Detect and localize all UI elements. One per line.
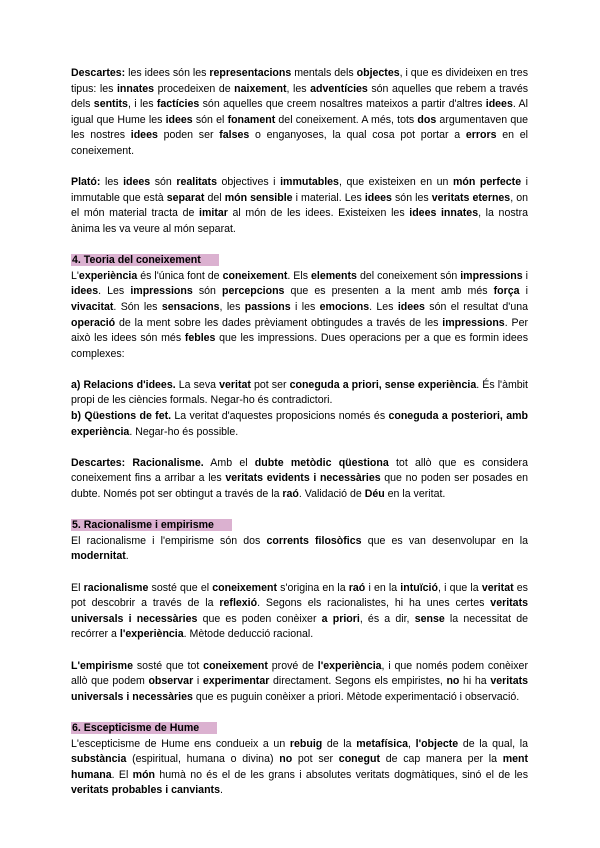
- bold-term: impressions: [460, 269, 523, 282]
- bold-term: veritats universals i necessàries: [71, 675, 529, 703]
- bold-term: món perfecte: [452, 176, 522, 189]
- bold-term: raó: [348, 581, 366, 594]
- paragraph-questions-fet: b) Qüestions de fet. La veritat d'aquestes proposicions només és coneguda a posteriori, amb experiència. Negar-ho és possible.: [71, 410, 528, 438]
- bold-term: l'experiència: [119, 628, 184, 641]
- bold-term: Déu: [364, 488, 385, 501]
- bold-term: idees: [130, 129, 158, 142]
- section-heading-5: [71, 518, 528, 534]
- bold-term: veritat: [219, 378, 251, 391]
- bold-term: rebuig: [289, 737, 323, 750]
- bold-term: adventícies: [310, 82, 368, 95]
- bold-term: operació: [71, 316, 116, 329]
- bold-term: idees: [123, 176, 151, 189]
- bold-term: observar: [148, 675, 194, 688]
- paragraph-empirisme: L'empirisme sosté que tot coneixement prové de l'experiència, i que només podem conèixer allò que podem observar i experimentar directament. Segons els empiristes, no hi ha veritats universals i necessàries que es puguin conèixer a priori. Mètode experimentació i observació.: [71, 659, 529, 703]
- bold-term: l'experiència: [317, 659, 382, 672]
- bold-term: objectes: [356, 67, 400, 79]
- spacer: [71, 565, 528, 581]
- bold-term: falses: [219, 129, 250, 142]
- section-heading-4: [71, 253, 528, 269]
- bold-term: ment humana: [71, 753, 528, 781]
- bold-term: a) Relacions d'idees.: [71, 378, 176, 391]
- bold-term: fonament: [227, 113, 276, 126]
- bold-term: sense: [414, 612, 445, 625]
- bold-term: coneixement: [203, 659, 268, 672]
- bold-term: dubte metòdic qüestiona: [254, 456, 389, 469]
- bold-term: passions: [244, 300, 291, 313]
- bold-term: idees innates: [409, 207, 479, 220]
- section-heading-5-text: 5. Racionalisme i empirisme: [71, 519, 232, 531]
- paragraph-escepticisme: L'escepticisme de Hume ens condueix a un rebuig de la metafísica, l'objecte de la qual, la substància (espiritual, humana o divina) no pot ser conegut de cap manera per la ment humana. El món humà no és el de les grans i absolutes veritats dogmàtiques, sinó el de les veritats probables i canviants.: [71, 737, 529, 797]
- paragraph-relacions-idees: a) Relacions d'idees. La seva veritat pot ser coneguda a priori, sense experiència. És l'àmbit propi de les ciències formals. Negar-ho és contradictori.: [71, 378, 528, 407]
- bold-term: conegut: [338, 753, 380, 766]
- bold-term: idees: [397, 300, 425, 313]
- bold-term: racionalisme: [83, 581, 149, 594]
- bold-term: impressions: [130, 285, 193, 298]
- bold-term: l'objecte: [415, 737, 459, 750]
- bold-term: món sensible: [224, 191, 293, 204]
- spacer: [71, 440, 528, 456]
- bold-term: veritats probables i canviants: [71, 784, 220, 797]
- bold-term: modernitat: [71, 550, 126, 563]
- paragraph-descartes-racionalisme: Descartes: Racionalisme. Amb el dubte metòdic qüestiona tot allò que es considera coneixement fins a arribar a les veritats evidents i necessàries que no poden ser posades en dubte. Només pot ser obtingut a través de la raó. Validació de Déu en la veritat.: [71, 456, 528, 501]
- bold-term: errors: [465, 129, 497, 142]
- bold-term: imitar: [199, 207, 228, 220]
- bold-term: L'empirisme: [71, 659, 133, 672]
- bold-term: Descartes: Racionalisme.: [71, 456, 204, 469]
- bold-term: veritats evidents i necessàries: [225, 472, 381, 485]
- bold-term: innates: [116, 82, 155, 95]
- paragraph-racionalisme: El racionalisme sosté que el coneixement s'origina en la raó i en la intuïció, i que la veritat es pot descobrir a través de la reflexió. Segons els racionalistes, hi ha unes certes veritats universals i necessàries que es poden conèixer a priori, és a dir, sense la necessitat de recórrer a l'experiència. Mètode deducció racional.: [71, 581, 528, 641]
- bold-term: experiència: [78, 269, 138, 282]
- document-page: [71, 66, 528, 799]
- bold-term: idees: [364, 191, 392, 204]
- bold-term: idees: [71, 285, 99, 298]
- section-heading-4-text: 4. Teoria del coneixement: [71, 254, 219, 266]
- bold-term: impressions: [442, 316, 505, 329]
- section-heading-6: [71, 721, 528, 737]
- bold-term: a priori: [321, 612, 360, 625]
- spacer: [71, 643, 528, 659]
- bold-term: metafísica: [356, 737, 409, 750]
- bold-term: vivacitat: [71, 300, 114, 313]
- paragraph-descartes-ideas: Descartes: les idees són les representacions mentals dels objectes, i que es divideixen en tres tipus: les innates procedeixen de naixement, les adventícies són aquelles que rebem a través dels sentits, i les factícies són aquelles que creem nosaltres mateixos a partir d'altres idees. Al igual que Hume les idees són el fonament del coneixement. A més, tots dos argumentaven que les nostres idees poden ser falses o enganyoses, la qual cosa pot portar a errors en el coneixement.: [71, 67, 529, 157]
- spacer: [71, 362, 528, 378]
- spacer: [71, 503, 528, 519]
- bold-term: emocions: [319, 300, 370, 313]
- bold-term: Descartes:: [71, 67, 126, 79]
- bold-term: raó: [282, 488, 299, 501]
- bold-term: món: [132, 768, 156, 781]
- bold-term: reflexió: [219, 597, 258, 610]
- bold-term: intuïció: [400, 581, 438, 594]
- bold-term: febles: [184, 332, 216, 345]
- bold-term: coneguda a priori, sense experiència: [289, 378, 477, 391]
- paragraph-teoria-coneixement: L'experiència és l'única font de coneixement. Els elements del coneixement són impressions i idees. Les impressions són percepcions que es presenten a la ment amb més força i vivacitat. Són les sensacions, les passions i les emocions. Les idees són el resultat d'una operació de la ment sobre les dades prèviament obtingudes a través de les impressions. Per això les idees són més febles que les impressions. Dues operacions per a que es formin idees complexes:: [71, 269, 529, 360]
- bold-term: veritats universals i necessàries: [71, 597, 528, 625]
- bold-term: immutables: [280, 176, 339, 189]
- bold-term: sentits: [93, 98, 128, 111]
- bold-term: coneixement: [212, 581, 277, 594]
- bold-term: elements: [311, 269, 357, 282]
- bold-term: dos: [417, 113, 437, 126]
- bold-term: veritat: [481, 581, 514, 594]
- bold-term: no: [279, 753, 293, 766]
- bold-term: coneixement: [222, 269, 288, 282]
- bold-term: experimentar: [202, 675, 270, 688]
- spacer: [71, 705, 528, 721]
- bold-term: coneguda a posteriori, amb experiència: [71, 410, 528, 438]
- paragraph-plato: Plató: les idees són realitats objectives i immutables, que existeixen en un món perfecte i immutable que està separat del món sensible i material. Les idees són les veritats eternes, on el món material tracta de imitar al món de les idees. Existeixen les idees innates, la nostra ànima les va veure al món separat.: [71, 176, 529, 235]
- bold-term: sensacions: [161, 300, 220, 313]
- bold-term: força: [493, 285, 520, 298]
- spacer: [71, 238, 528, 254]
- bold-term: separat: [166, 191, 205, 204]
- bold-term: veritats eternes: [431, 191, 511, 204]
- bold-term: no: [446, 675, 460, 688]
- bold-term: factícies: [156, 98, 200, 111]
- bold-term: substància: [71, 753, 127, 766]
- bold-term: Plató:: [71, 176, 101, 189]
- bold-term: realitats: [176, 176, 217, 189]
- spacer: [71, 160, 528, 176]
- bold-term: naixement: [234, 82, 287, 95]
- bold-term: representacions: [209, 67, 292, 79]
- section-heading-6-text: 6. Escepticisme de Hume: [71, 722, 217, 734]
- paragraph-racionalisme-empirisme: El racionalisme i l'empirisme són dos corrents filosòfics que es van desenvolupar en la modernitat.: [71, 534, 528, 563]
- bold-term: b) Qüestions de fet.: [71, 410, 172, 423]
- bold-term: idees: [485, 98, 513, 111]
- bold-term: idees: [165, 113, 193, 126]
- bold-term: percepcions: [222, 285, 285, 298]
- bold-term: corrents filosòfics: [266, 534, 362, 547]
